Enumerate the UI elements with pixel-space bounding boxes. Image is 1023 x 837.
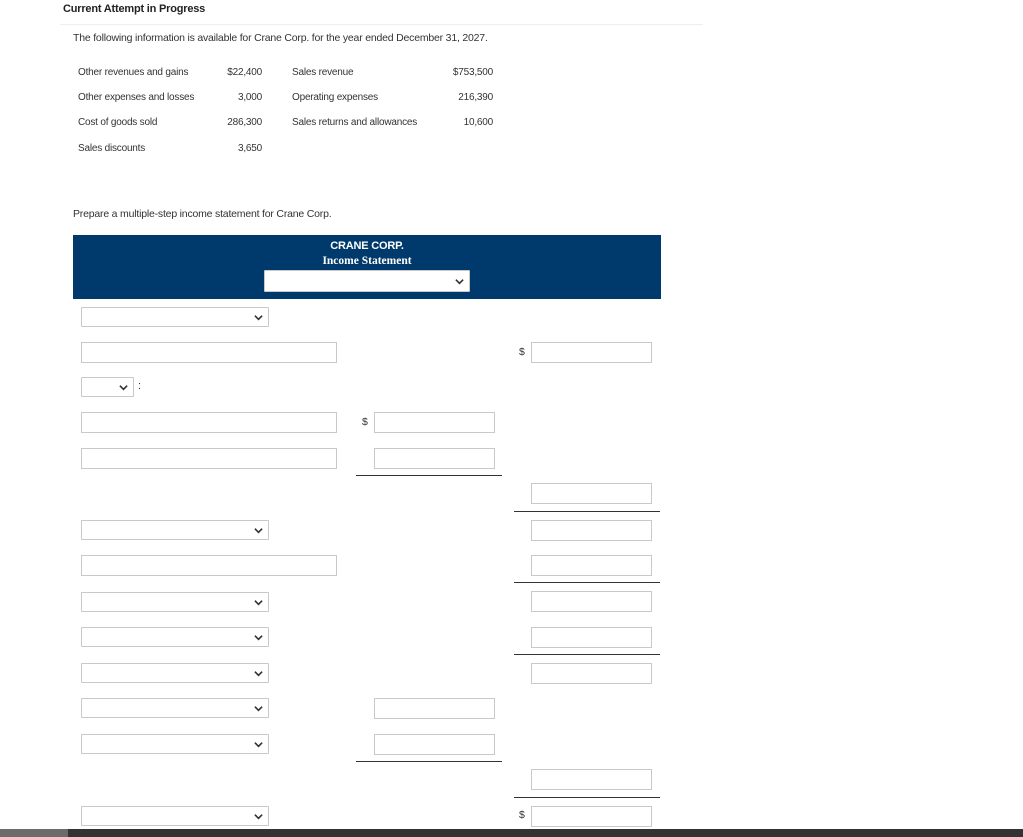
info-label: Cost of goods sold: [78, 117, 158, 128]
subtotal-rule: [514, 654, 660, 655]
chevron-down-icon: [254, 812, 263, 821]
currency-symbol: $: [362, 416, 368, 428]
bottom-toolbar-segment: [0, 829, 68, 837]
amount-input[interactable]: [374, 734, 495, 755]
amount-input[interactable]: [374, 448, 495, 469]
line-item-input[interactable]: [81, 412, 337, 433]
subtotal-rule: [514, 797, 660, 798]
amount-input[interactable]: [531, 342, 652, 363]
amount-input[interactable]: [374, 698, 495, 719]
line-item-input[interactable]: [81, 342, 337, 363]
statement-header: [73, 235, 661, 299]
currency-symbol: $: [519, 346, 525, 358]
chevron-down-icon: [455, 277, 464, 286]
account-select[interactable]: [81, 627, 269, 647]
account-select[interactable]: [81, 307, 269, 327]
amount-input[interactable]: [531, 520, 652, 541]
info-label: Sales revenue: [292, 67, 354, 78]
info-value: $753,500: [452, 67, 493, 78]
info-label: Sales returns and allowances: [292, 117, 418, 128]
instruction-text: Prepare a multiple-step income statement for Crane Corp.: [73, 208, 332, 220]
info-label: Operating expenses: [292, 92, 378, 103]
chevron-down-icon: [254, 313, 263, 322]
info-label: Other revenues and gains: [78, 67, 189, 78]
account-select[interactable]: [81, 734, 269, 754]
line-item-input[interactable]: [81, 448, 337, 469]
account-select[interactable]: [81, 663, 269, 683]
less-select[interactable]: [81, 377, 134, 397]
info-value: 286,300: [227, 117, 262, 128]
info-label: Other expenses and losses: [78, 92, 195, 103]
chevron-down-icon: [119, 383, 128, 392]
chevron-down-icon: [254, 669, 263, 678]
statement-title: Income Statement: [322, 255, 412, 267]
company-name: CRANE CORP.: [330, 240, 404, 252]
amount-input[interactable]: [531, 483, 652, 504]
line-item-input[interactable]: [81, 555, 337, 576]
period-select[interactable]: [264, 270, 470, 292]
header-divider: [60, 24, 703, 25]
subtotal-rule: [514, 511, 660, 512]
amount-input[interactable]: [531, 769, 652, 790]
amount-input[interactable]: [374, 412, 495, 433]
chevron-down-icon: [254, 740, 263, 749]
chevron-down-icon: [254, 526, 263, 535]
info-value: 10,600: [463, 117, 493, 128]
amount-input[interactable]: [531, 663, 652, 684]
account-select[interactable]: [81, 520, 269, 540]
bottom-toolbar: [0, 829, 1023, 837]
info-label: Sales discounts: [78, 143, 146, 154]
info-value: $22,400: [227, 67, 262, 78]
account-select[interactable]: [81, 698, 269, 718]
problem-intro: The following information is available for Crane Corp. for the year ended December 31, 2027.: [73, 32, 488, 44]
amount-input[interactable]: [531, 806, 652, 827]
subtotal-rule: [356, 761, 502, 762]
currency-symbol: $: [519, 809, 525, 821]
info-value: 3,650: [237, 143, 262, 154]
chevron-down-icon: [254, 704, 263, 713]
attempt-status: Current Attempt in Progress: [63, 3, 206, 15]
subtotal-rule: [356, 475, 502, 476]
info-value: 3,000: [237, 92, 262, 103]
colon: :: [138, 380, 142, 392]
chevron-down-icon: [254, 633, 263, 642]
amount-input[interactable]: [531, 627, 652, 648]
subtotal-rule: [514, 582, 660, 583]
info-value: 216,390: [458, 92, 493, 103]
account-select[interactable]: [81, 806, 269, 826]
chevron-down-icon: [254, 598, 263, 607]
account-select[interactable]: [81, 592, 269, 612]
amount-input[interactable]: [531, 555, 652, 576]
amount-input[interactable]: [531, 591, 652, 612]
